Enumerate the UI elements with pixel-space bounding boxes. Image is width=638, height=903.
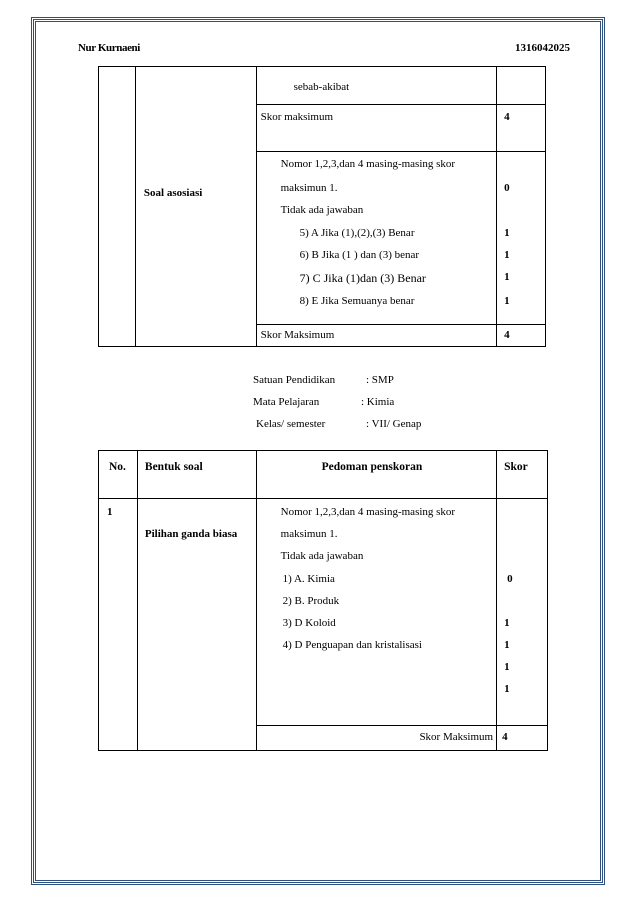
- score-value: 0: [507, 573, 513, 585]
- header-skor: [497, 451, 548, 499]
- header-bentuk-label: Bentuk soal: [144, 461, 203, 473]
- skor-maksimum-score-cell: [497, 105, 546, 152]
- bentuk-cell: [135, 67, 256, 347]
- pedoman-intro: Nomor 1,2,3,dan 4 masing-masing skor: [280, 158, 456, 170]
- pedoman-intro: Tidak ada jawaban: [280, 550, 364, 562]
- answer-option: 6) B Jika (1 ) dan (3) benar: [299, 249, 420, 261]
- skor-maksimum-label: Skor Maksimum: [260, 329, 335, 341]
- skor-maksimum-score-cell: [497, 726, 548, 751]
- no-cell: [99, 499, 138, 751]
- skor-maksimum-label-cell: [256, 726, 496, 751]
- score-cell: [497, 67, 546, 105]
- pedoman-cell: [256, 499, 496, 726]
- skor-maksimum-score-cell: [497, 325, 546, 347]
- score-cell: [497, 152, 546, 325]
- header-id: 1316042025: [515, 42, 570, 54]
- answer-option: 2) B. Produk: [282, 595, 340, 607]
- pedoman-text: sebab-akibat: [293, 81, 350, 93]
- answer-option: 8) E Jika Semuanya benar: [299, 295, 415, 307]
- meta-label: Mata Pelajaran: [253, 396, 320, 408]
- header-pedoman-label: Pedoman penskoran: [321, 461, 423, 473]
- header-pedoman: [256, 451, 496, 499]
- skor-maksimum-label-cell: [256, 325, 496, 347]
- header-author: Nur Kurnaeni: [78, 42, 140, 54]
- score-value: 1: [504, 639, 510, 651]
- score-cell: [497, 499, 548, 726]
- score-value: 1: [504, 617, 510, 629]
- answer-option: 4) D Penguapan dan kristalisasi: [282, 639, 422, 651]
- skor-maksimum-score: 4: [502, 731, 508, 743]
- scoring-table-asosiasi: [98, 66, 546, 347]
- header-no-label: No.: [109, 461, 126, 473]
- header-bentuk: [137, 451, 256, 499]
- skor-maksimum-label: Skor Maksimum: [419, 731, 494, 743]
- skor-maksimum-score: 4: [504, 329, 510, 341]
- pedoman-intro: maksimun 1.: [280, 182, 338, 194]
- pedoman-intro: Tidak ada jawaban: [280, 204, 364, 216]
- meta-value: : SMP: [366, 374, 394, 386]
- bentuk-label: Soal asosiasi: [143, 187, 203, 199]
- meta-value: : VII/ Genap: [366, 418, 422, 430]
- pedoman-intro: maksimun 1.: [280, 528, 338, 540]
- score-value: 1: [504, 661, 510, 673]
- score-value: 1: [504, 271, 510, 283]
- bentuk-cell: [137, 499, 256, 751]
- header-skor-label: Skor: [504, 461, 528, 473]
- answer-option: 1) A. Kimia: [282, 573, 335, 585]
- no-cell: [99, 67, 136, 347]
- meta-label: Kelas/ semester: [256, 418, 326, 430]
- score-value: 1: [504, 227, 510, 239]
- bentuk-label: Pilihan ganda biasa: [144, 528, 238, 540]
- score-value: 1: [504, 249, 510, 261]
- meta-label: Satuan Pendidikan: [253, 374, 336, 386]
- scoring-table-pilihan-ganda: [98, 450, 548, 751]
- pedoman-cell: [256, 152, 496, 325]
- answer-option: 7) C Jika (1)dan (3) Benar: [299, 271, 426, 285]
- pedoman-cell: [256, 67, 496, 105]
- score-value: 0: [504, 182, 510, 194]
- row-number: 1: [107, 506, 113, 518]
- skor-maksimum-score: 4: [504, 111, 510, 123]
- answer-option: 3) D Koloid: [282, 617, 336, 629]
- skor-maksimum-label: Skor maksimum: [260, 111, 334, 123]
- header-no: [99, 451, 138, 499]
- meta-value: : Kimia: [361, 396, 395, 408]
- score-value: 1: [504, 295, 510, 307]
- answer-option: 5) A Jika (1),(2),(3) Benar: [299, 227, 415, 239]
- skor-maksimum-label-cell: [256, 105, 496, 152]
- pedoman-intro: Nomor 1,2,3,dan 4 masing-masing skor: [280, 506, 456, 518]
- score-value: 1: [504, 683, 510, 695]
